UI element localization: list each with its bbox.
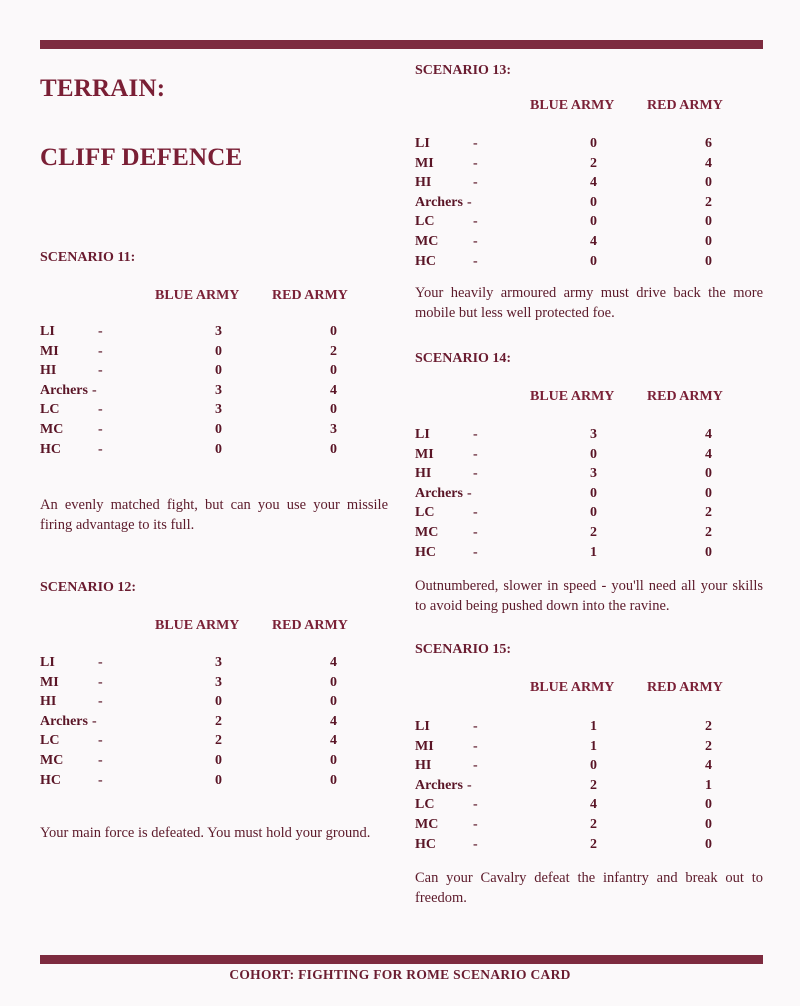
blue-army-count: 0 [590,485,597,501]
unit-label: HC [415,836,436,852]
red-army-count: 0 [705,175,712,191]
unit-label: LC [415,797,435,813]
red-army-count: 4 [705,155,712,171]
red-army-count: 4 [330,713,337,729]
red-army-count: 1 [705,777,712,793]
blue-army-count: 2 [590,816,597,832]
unit-label: LI [415,719,430,734]
row-dash: - [473,136,478,151]
unit-label: MI [40,674,59,690]
red-army-header: RED ARMY [647,98,723,113]
row-dash: - [467,194,472,210]
blue-army-count: 3 [590,466,597,482]
red-army-count: 0 [705,253,712,269]
table-row [415,232,765,252]
blue-army-count: 1 [590,738,597,754]
scenario-description: Your heavily armoured army must drive back the more mobile but less well protected foe. [415,285,763,322]
blue-army-count: 3 [215,382,222,398]
table-row [415,252,765,272]
blue-army-count: 2 [590,836,597,852]
row-dash: - [473,719,478,734]
terrain-heading: TERRAIN: [40,75,166,102]
top-rule [40,40,763,49]
red-army-count: 4 [330,655,337,670]
row-dash: - [473,505,478,521]
blue-army-count: 3 [215,402,222,418]
table-row [415,445,765,465]
red-army-count: 0 [705,836,712,852]
row-dash: - [98,752,103,768]
unit-table [415,717,765,854]
row-dash: - [473,797,478,813]
red-army-count: 0 [705,816,712,832]
table-row [415,543,765,563]
army-headers [415,678,765,698]
blue-army-count: 0 [215,363,222,379]
red-army-count: 4 [705,427,712,442]
red-army-count: 3 [330,421,337,437]
red-army-count: 0 [330,402,337,418]
row-dash: - [473,253,478,269]
table-row [40,751,390,771]
blue-army-count: 0 [215,421,222,437]
scenario-description: An evenly matched fight, but can you use your missile firing advantage to its full. [40,497,388,534]
red-army-count: 0 [330,324,337,339]
scenario-title: SCENARIO 13: [415,63,512,78]
row-dash: - [98,694,103,710]
red-army-count: 0 [330,363,337,379]
table-row [40,420,390,440]
table-row [40,381,390,401]
unit-label: MI [40,343,59,359]
unit-label: Archers [40,382,88,398]
unit-label: MI [415,155,434,171]
row-dash: - [92,713,97,729]
table-row [415,737,765,757]
army-headers [40,286,390,306]
unit-table [40,653,390,790]
red-army-count: 2 [705,194,712,210]
row-dash: - [473,524,478,540]
table-row [415,173,765,193]
unit-label: HC [40,441,61,457]
table-row [415,756,765,776]
unit-table [415,134,765,271]
army-headers [415,387,765,407]
unit-label: LC [40,733,60,749]
red-army-count: 4 [705,758,712,774]
unit-label: MC [415,816,439,832]
scenario-title: SCENARIO 11: [40,250,136,265]
red-army-header: RED ARMY [647,680,723,695]
unit-label: HC [40,772,61,788]
row-dash: - [467,485,472,501]
red-army-count: 0 [705,214,712,230]
scenario-14 [415,349,765,616]
red-army-count: 0 [705,485,712,501]
red-army-count: 0 [330,772,337,788]
unit-label: LC [415,505,435,521]
table-row [40,653,390,673]
unit-label: LI [40,655,55,670]
blue-army-count: 4 [590,175,597,191]
blue-army-count: 3 [215,655,222,670]
scenario-title: SCENARIO 14: [415,351,512,366]
row-dash: - [98,363,103,379]
blue-army-count: 3 [215,674,222,690]
unit-label: LC [415,214,435,230]
table-row [415,795,765,815]
blue-army-count: 2 [590,155,597,171]
red-army-count: 0 [705,544,712,560]
table-row [40,712,390,732]
row-dash: - [473,816,478,832]
blue-army-count: 3 [215,324,222,339]
red-army-count: 0 [330,441,337,457]
red-army-header: RED ARMY [647,389,723,404]
blue-army-count: 0 [590,446,597,462]
table-row [415,425,765,445]
red-army-count: 2 [705,505,712,521]
blue-army-header: BLUE ARMY [155,618,240,633]
scenario-title: SCENARIO 12: [40,580,137,595]
row-dash: - [473,446,478,462]
blue-army-count: 0 [215,694,222,710]
blue-army-count: 2 [590,524,597,540]
footer-caption: COHORT: FIGHTING FOR ROME SCENARIO CARD [229,967,571,982]
row-dash: - [98,324,103,339]
unit-label: HI [415,175,432,191]
row-dash: - [473,758,478,774]
row-dash: - [473,738,478,754]
scenario-11 [40,248,390,535]
bottom-rule [40,955,763,964]
red-army-count: 4 [330,733,337,749]
blue-army-header: BLUE ARMY [530,680,615,695]
blue-army-count: 3 [590,427,597,442]
unit-label: HC [415,544,436,560]
table-row [415,523,765,543]
table-row [415,212,765,232]
unit-label: MI [415,446,434,462]
unit-table [415,425,765,562]
blue-army-count: 4 [590,233,597,249]
red-army-count: 0 [330,674,337,690]
scenario-13 [415,61,765,323]
red-army-count: 0 [330,752,337,768]
blue-army-header: BLUE ARMY [155,288,240,303]
red-army-count: 0 [705,466,712,482]
red-army-header: RED ARMY [272,288,348,303]
table-row [415,464,765,484]
row-dash: - [473,155,478,171]
scenario-description: Outnumbered, slower in speed - you'll need all your skills to avoid being pushed down into the ravine. [415,578,763,615]
unit-label: MC [415,233,439,249]
table-row [415,503,765,523]
row-dash: - [98,655,103,670]
unit-label: HC [415,253,436,269]
blue-army-count: 0 [590,136,597,151]
row-dash: - [473,233,478,249]
row-dash: - [98,772,103,788]
table-row [40,400,390,420]
unit-label: Archers [415,777,463,793]
row-dash: - [473,427,478,442]
row-dash: - [467,777,472,793]
red-army-count: 0 [330,694,337,710]
row-dash: - [473,836,478,852]
red-army-count: 2 [705,524,712,540]
scenario-title: SCENARIO 15: [415,642,512,657]
blue-army-count: 0 [590,505,597,521]
table-row [415,134,765,154]
scenario-12 [40,578,390,843]
blue-army-count: 1 [590,544,597,560]
red-army-header: RED ARMY [272,618,348,633]
blue-army-count: 0 [590,214,597,230]
unit-label: Archers [40,713,88,729]
scenario-15 [415,640,765,908]
row-dash: - [98,674,103,690]
unit-label: HI [40,694,57,710]
red-army-count: 0 [705,233,712,249]
row-dash: - [473,214,478,230]
blue-army-count: 0 [215,752,222,768]
unit-label: LI [415,136,430,151]
table-row [415,484,765,504]
unit-label: HI [415,466,432,482]
row-dash: - [98,343,103,359]
unit-label: LI [415,427,430,442]
table-row [415,815,765,835]
table-row [40,692,390,712]
row-dash: - [92,382,97,398]
table-row [40,673,390,693]
army-headers [40,616,390,636]
row-dash: - [473,175,478,191]
unit-label: MC [40,421,64,437]
unit-label: Archers [415,485,463,501]
unit-label: MC [40,752,64,768]
blue-army-count: 0 [590,253,597,269]
blue-army-count: 0 [215,343,222,359]
unit-label: MI [415,738,434,754]
table-row [40,440,390,460]
table-row [40,731,390,751]
unit-label: LC [40,402,60,418]
unit-label: HI [415,758,432,774]
table-row [415,776,765,796]
unit-table [40,322,390,459]
blue-army-count: 1 [590,719,597,734]
blue-army-count: 0 [215,441,222,457]
row-dash: - [98,421,103,437]
blue-army-header: BLUE ARMY [530,98,615,113]
blue-army-count: 0 [215,772,222,788]
terrain-name: CLIFF DEFENCE [40,144,243,171]
table-row [40,322,390,342]
red-army-count: 2 [330,343,337,359]
unit-label: Archers [415,194,463,210]
row-dash: - [473,466,478,482]
blue-army-count: 2 [590,777,597,793]
red-army-count: 4 [705,446,712,462]
row-dash: - [98,441,103,457]
table-row [415,835,765,855]
table-row [40,771,390,791]
army-headers [415,96,765,116]
blue-army-count: 2 [215,713,222,729]
table-row [415,193,765,213]
row-dash: - [473,544,478,560]
blue-army-count: 0 [590,194,597,210]
unit-label: HI [40,363,57,379]
blue-army-header: BLUE ARMY [530,389,615,404]
red-army-count: 4 [330,382,337,398]
red-army-count: 6 [705,136,712,151]
table-row [40,342,390,362]
unit-label: LI [40,324,55,339]
table-row [415,717,765,737]
blue-army-count: 0 [590,758,597,774]
unit-label: MC [415,524,439,540]
row-dash: - [98,733,103,749]
scenario-description: Your main force is defeated. You must hold your ground. [40,825,371,842]
red-army-count: 2 [705,719,712,734]
blue-army-count: 4 [590,797,597,813]
table-row [40,361,390,381]
red-army-count: 0 [705,797,712,813]
scenario-description: Can your Cavalry defeat the infantry and break out to freedom. [415,870,763,907]
table-row [415,154,765,174]
row-dash: - [98,402,103,418]
blue-army-count: 2 [215,733,222,749]
red-army-count: 2 [705,738,712,754]
